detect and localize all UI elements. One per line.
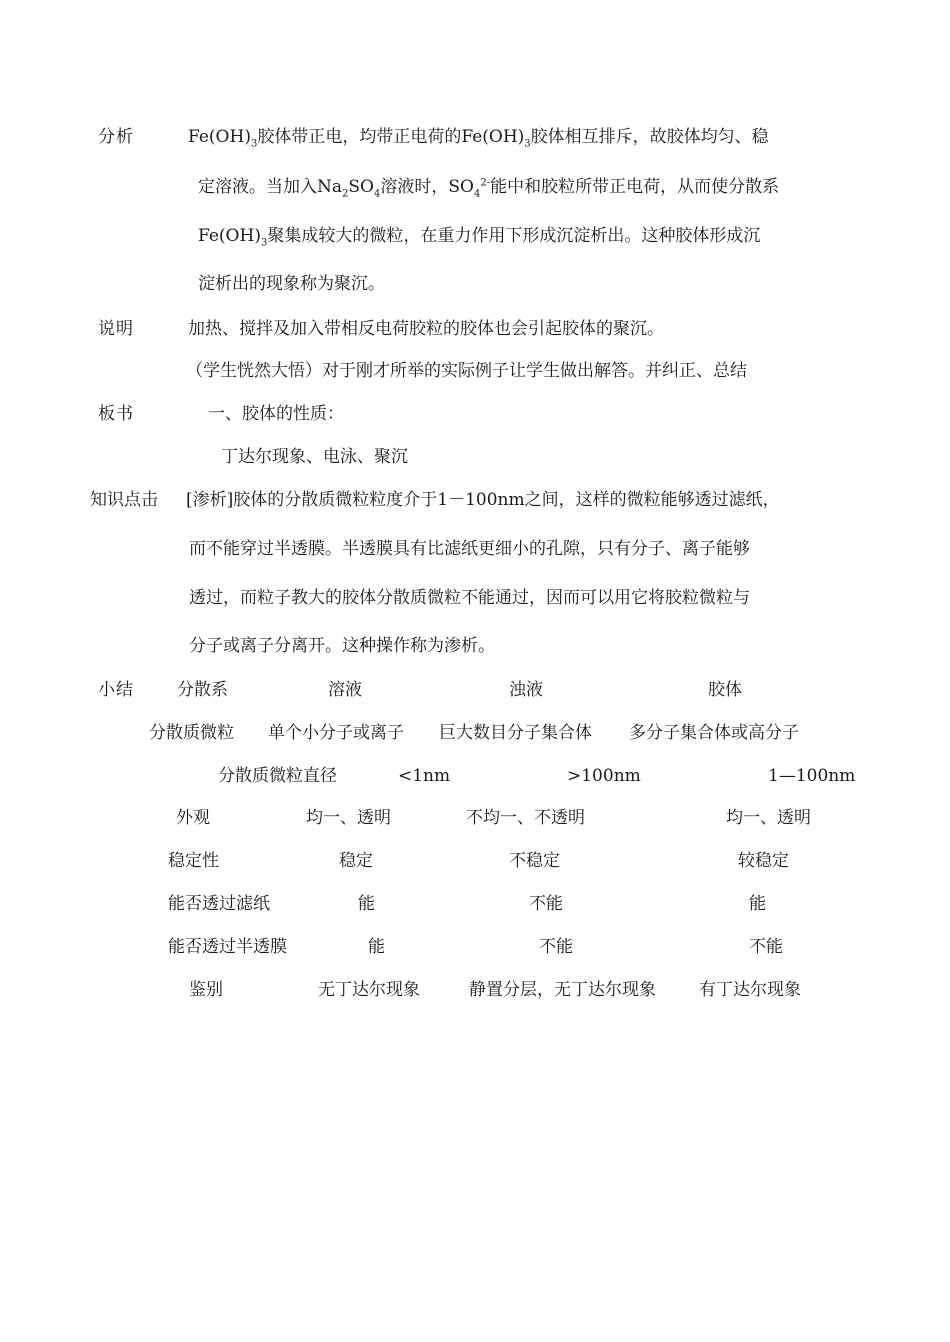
summary-cell: 有丁达尔现象 <box>699 980 801 1000</box>
summary-cell: 能 <box>368 937 385 957</box>
summary-cell: 均一、透明 <box>306 808 391 828</box>
summary-row-label: 能否透过滤纸 <box>168 894 270 914</box>
knowledge-line-2: 而不能穿过半透膜。半透膜具有比滤纸更细小的孔隙，只有分子、离子能够 <box>189 539 750 559</box>
summary-cell: 均一、透明 <box>726 808 811 828</box>
board-line-1: 一、胶体的性质： <box>208 404 344 424</box>
summary-row-label: 分散质微粒直径 <box>218 766 337 786</box>
knowledge-line-4: 分子或离子分离开。这种操作称为渗析。 <box>189 636 495 656</box>
summary-row-label: 稳定性 <box>168 851 219 871</box>
summary-cell: 不均一、不透明 <box>466 808 585 828</box>
summary-cell: 能 <box>358 894 375 914</box>
analysis-label: 分析 <box>98 127 134 147</box>
summary-header-cell: 溶液 <box>328 680 362 700</box>
summary-cell: <1nm <box>398 766 451 786</box>
summary-cell: 不能 <box>529 894 563 914</box>
summary-cell: 静置分层，无丁达尔现象 <box>469 980 656 1000</box>
board-label: 板书 <box>98 404 134 424</box>
summary-cell: 较稳定 <box>738 851 789 871</box>
summary-cell: 单个小分子或离子 <box>268 723 404 743</box>
note-extra: （学生恍然大悟）对于刚才所举的实际例子让学生做出解答。并纠正、总结 <box>186 361 747 381</box>
summary-cell: 稳定 <box>339 851 373 871</box>
summary-cell: 不能 <box>539 937 573 957</box>
note-text: 加热、搅拌及加入带相反电荷胶粒的胶体也会引起胶体的聚沉。 <box>188 319 664 339</box>
summary-cell: 能 <box>749 894 766 914</box>
summary-header-cell: 浊液 <box>509 680 543 700</box>
summary-row-label: 分散质微粒 <box>149 723 234 743</box>
knowledge-label: 知识点击 <box>90 490 158 510</box>
summary-cell: 1—100nm <box>768 766 856 786</box>
summary-cell: 不能 <box>749 937 783 957</box>
summary-row-label: 鉴别 <box>189 980 223 1000</box>
summary-cell: 巨大数目分子集合体 <box>439 723 592 743</box>
summary-cell: 不稳定 <box>509 851 560 871</box>
summary-header-cell: 胶体 <box>708 680 742 700</box>
knowledge-line-1: [渗析]胶体的分散质微粒粒度介于1－100nm之间，这样的微粒能够透过滤纸， <box>186 490 780 510</box>
analysis-line-1: $Fe(OH)_3$胶体带正电，均带正电荷的$Fe(OH)_3$胶体相互排斥，故胶体均匀、稳 <box>188 127 769 150</box>
summary-cell: 无丁达尔现象 <box>318 980 420 1000</box>
summary-header-cell: 分散系 <box>177 680 228 700</box>
note-label: 说明 <box>98 319 134 339</box>
board-line-2: 丁达尔现象、电泳、聚沉 <box>221 447 408 467</box>
knowledge-line-3: 透过，而粒子教大的胶体分散质微粒不能通过，因而可以用它将胶粒微粒与 <box>189 588 750 608</box>
analysis-line-3: $Fe(OH)_3$聚集成较大的微粒，在重力作用下形成沉淀析出。这种胶体形成沉 <box>198 226 761 249</box>
summary-row-label: 外观 <box>176 808 210 828</box>
summary-cell: >100nm <box>567 766 641 786</box>
summary-label: 小结 <box>98 680 134 700</box>
analysis-line-2: 定溶液。当加入$Na_2SO_4$溶液时，$SO_4^{2-}$能中和胶粒所带正电荷，从而使分散系 <box>198 177 780 200</box>
summary-cell: 多分子集合体或高分子 <box>629 723 799 743</box>
analysis-line-4: 淀析出的现象称为聚沉。 <box>198 274 385 294</box>
summary-row-label: 能否透过半透膜 <box>168 937 287 957</box>
